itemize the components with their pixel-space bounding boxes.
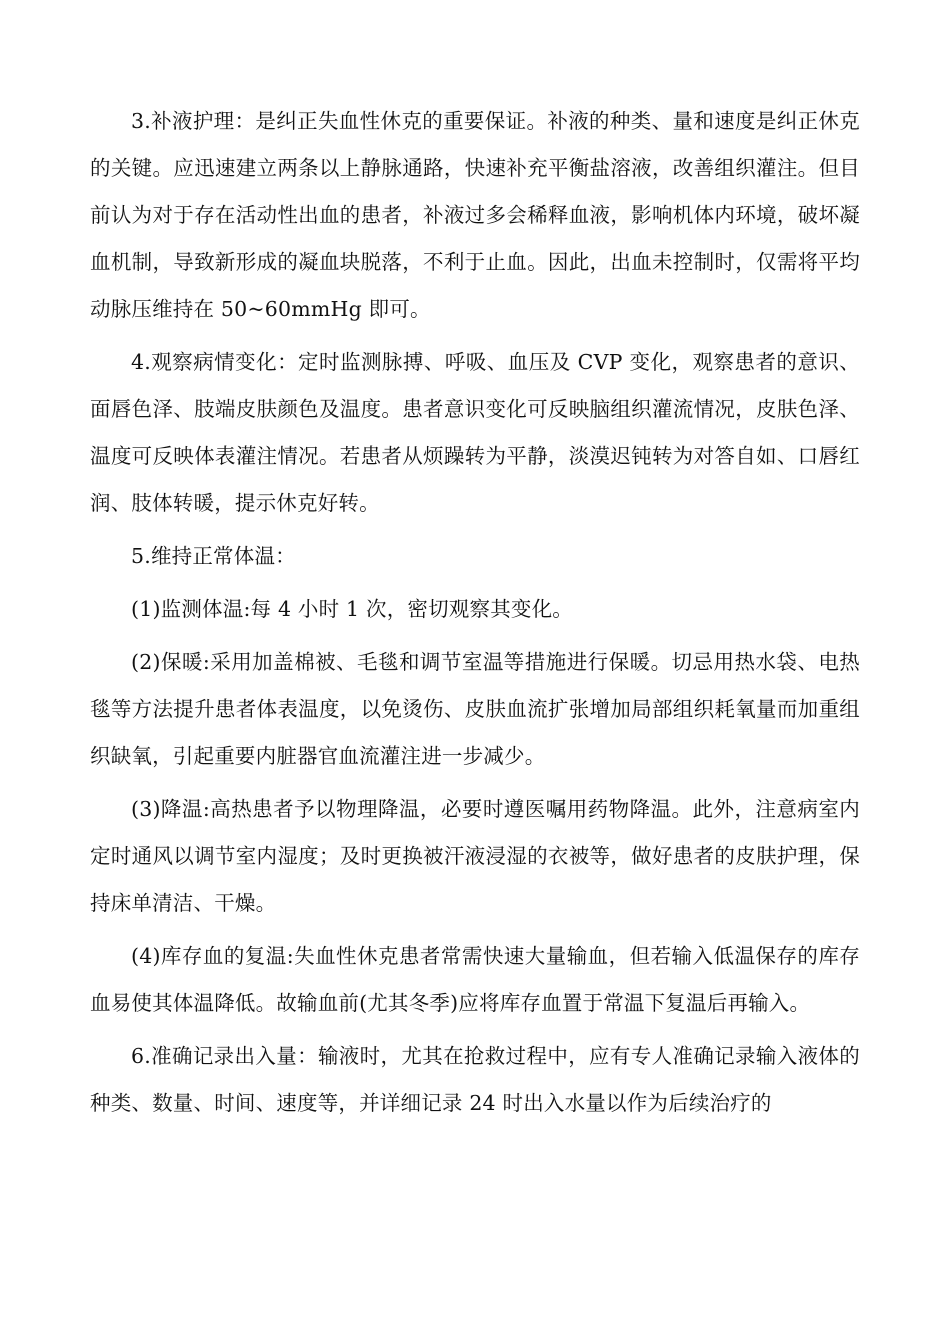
paragraph-keep-warm: (2)保暖:采用加盖棉被、毛毯和调节室温等措施进行保暖。切忌用热水袋、电热毯等方法提升患者体表温度，以免烫伤、皮肤血流扩张增加局部组织耗氧量而加重组织缺氧，引起重要内脏器官血流灌注进一步减少。 (90, 650, 860, 768)
paragraph-body-temperature-heading: 5.维持正常体温： (131, 544, 296, 568)
paragraph-fluid-care: 3.补液护理：是纠正失血性休克的重要保证。补液的种类、量和速度是纠正休克的关键。应迅速建立两条以上静脉通路，快速补充平衡盐溶液，改善组织灌注。但目前认为对于存在活动性出血的患者，补液过多会稀释血液，影响机体内环境，破坏凝血机制，导致新形成的凝血块脱落，不利于止血。因此，出血未控制时，仅需将平均动脉压维持在 50~60mmHg 即可。 (90, 109, 860, 321)
paragraph-intake-output-record: 6.准确记录出入量：输液时，尤其在抢救过程中，应有专人准确记录输入液体的种类、数量、时间、速度等，并详细记录 24 时出入水量以作为后续治疗的 (90, 1044, 860, 1115)
paragraph-blood-rewarming: (4)库存血的复温:失血性休克患者常需快速大量输血，但若输入低温保存的库存血易使其体温降低。故输血前(尤其冬季)应将库存血置于常温下复温后再输入。 (90, 944, 860, 1015)
paragraph-observe-condition: 4.观察病情变化：定时监测脉搏、呼吸、血压及 CVP 变化，观察患者的意识、面唇色泽、肢端皮肤颜色及温度。患者意识变化可反映脑组织灌流情况，皮肤色泽、温度可反映体表灌注情况。若患者从烦躁转为平静，淡漠迟钝转为对答自如、口唇红润、肢体转暖，提示休克好转。 (90, 350, 860, 515)
document-body (90, 98, 860, 1133)
paragraph-monitor-temperature: (1)监测体温:每 4 小时 1 次，密切观察其变化。 (131, 597, 573, 621)
paragraph-cooling: (3)降温:高热患者予以物理降温，必要时遵医嘱用药物降温。此外，注意病室内定时通风以调节室内湿度；及时更换被汗液浸湿的衣被等，做好患者的皮肤护理，保持床单清洁、干燥。 (90, 797, 860, 915)
